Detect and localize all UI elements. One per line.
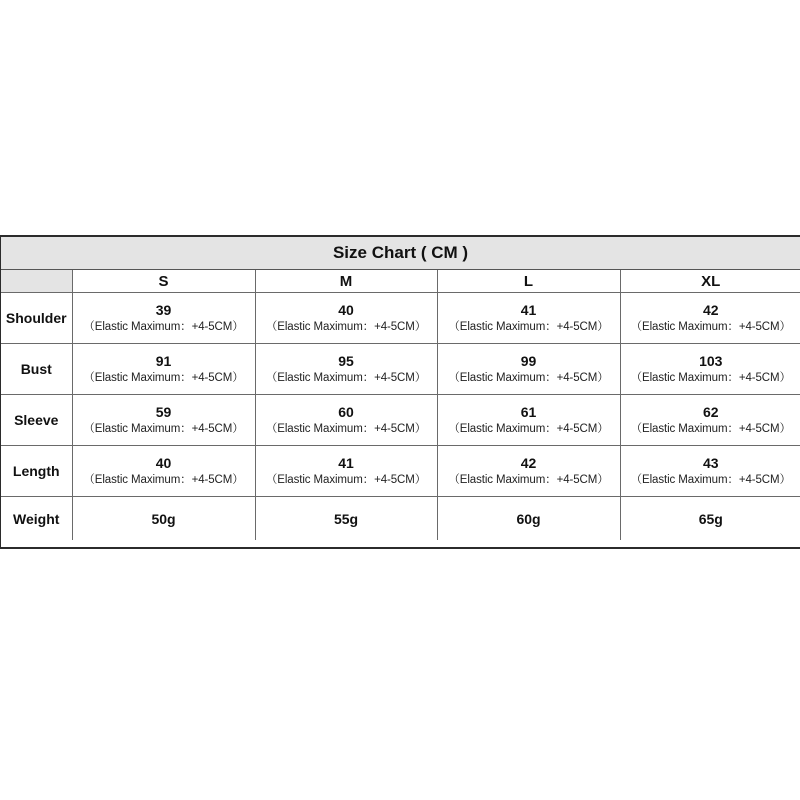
- measurement-value: 60: [338, 404, 354, 420]
- corner-cell: [1, 270, 72, 293]
- measurement-value: 61: [520, 404, 537, 420]
- measurement-value: 95: [338, 353, 354, 369]
- elastic-note: （Elastic Maximum：+4-5CM）: [83, 423, 244, 435]
- elastic-note: （Elastic Maximum：+4-5CM）: [83, 474, 244, 486]
- size-header-m: M: [255, 270, 437, 293]
- row-label-shoulder: Shoulder: [1, 293, 72, 344]
- measurement-cell: [255, 446, 437, 497]
- elastic-note: （Elastic Maximum：+4-5CM）: [265, 372, 427, 384]
- measurement-cell: [620, 293, 800, 344]
- measurement-value: 39: [155, 302, 172, 318]
- measurement-value: 91: [155, 353, 172, 369]
- size-header-xl: XL: [620, 270, 800, 293]
- measurement-cell: [620, 395, 800, 446]
- weight-value: 55g: [255, 497, 437, 541]
- measurement-cell: [255, 293, 437, 344]
- measurement-value: 42: [520, 455, 537, 471]
- size-table: [1, 270, 800, 540]
- elastic-note: （Elastic Maximum：+4-5CM）: [448, 321, 609, 333]
- row-label-sleeve: Sleeve: [1, 395, 72, 446]
- measurement-value: 62: [702, 404, 719, 420]
- measurement-value: 99: [520, 353, 537, 369]
- elastic-note: （Elastic Maximum：+4-5CM）: [83, 321, 244, 333]
- elastic-note: （Elastic Maximum：+4-5CM）: [448, 372, 609, 384]
- elastic-note: （Elastic Maximum：+4-5CM）: [630, 372, 791, 384]
- elastic-note: （Elastic Maximum：+4-5CM）: [83, 372, 244, 384]
- weight-value: 50g: [72, 497, 255, 541]
- elastic-note: （Elastic Maximum：+4-5CM）: [265, 321, 427, 333]
- table-row-sleeve: [1, 395, 800, 446]
- elastic-note: （Elastic Maximum：+4-5CM）: [448, 423, 609, 435]
- measurement-cell: [72, 446, 255, 497]
- table-row-shoulder: [1, 293, 800, 344]
- elastic-note: （Elastic Maximum：+4-5CM）: [265, 474, 427, 486]
- measurement-cell: [437, 293, 620, 344]
- elastic-note: （Elastic Maximum：+4-5CM）: [630, 321, 791, 333]
- elastic-note: （Elastic Maximum：+4-5CM）: [630, 474, 791, 486]
- size-header-row: [1, 270, 800, 293]
- elastic-note: （Elastic Maximum：+4-5CM）: [448, 474, 609, 486]
- measurement-value: 103: [699, 353, 723, 369]
- measurement-cell: [255, 344, 437, 395]
- measurement-cell: [255, 395, 437, 446]
- measurement-cell: [72, 395, 255, 446]
- measurement-value: 42: [702, 302, 719, 318]
- weight-value: 65g: [620, 497, 800, 541]
- measurement-value: 59: [155, 404, 172, 420]
- row-label-bust: Bust: [1, 344, 72, 395]
- measurement-value: 43: [702, 455, 719, 471]
- row-label-length: Length: [1, 446, 72, 497]
- measurement-cell: [620, 446, 800, 497]
- table-row-length: [1, 446, 800, 497]
- size-header-s: S: [72, 270, 255, 293]
- measurement-value: 41: [520, 302, 537, 318]
- table-row-bust: [1, 344, 800, 395]
- measurement-cell: [72, 344, 255, 395]
- table-row-weight: [1, 497, 800, 541]
- chart-title: Size Chart ( CM ): [1, 237, 800, 270]
- measurement-cell: [72, 293, 255, 344]
- measurement-cell: [437, 395, 620, 446]
- elastic-note: （Elastic Maximum：+4-5CM）: [630, 423, 791, 435]
- measurement-value: 40: [155, 455, 172, 471]
- row-label-weight: Weight: [1, 497, 72, 541]
- size-header-l: L: [437, 270, 620, 293]
- size-chart: [0, 235, 800, 549]
- measurement-cell: [620, 344, 800, 395]
- measurement-cell: [437, 446, 620, 497]
- elastic-note: （Elastic Maximum：+4-5CM）: [265, 423, 427, 435]
- weight-value: 60g: [437, 497, 620, 541]
- measurement-value: 41: [338, 455, 354, 471]
- measurement-cell: [437, 344, 620, 395]
- measurement-value: 40: [338, 302, 354, 318]
